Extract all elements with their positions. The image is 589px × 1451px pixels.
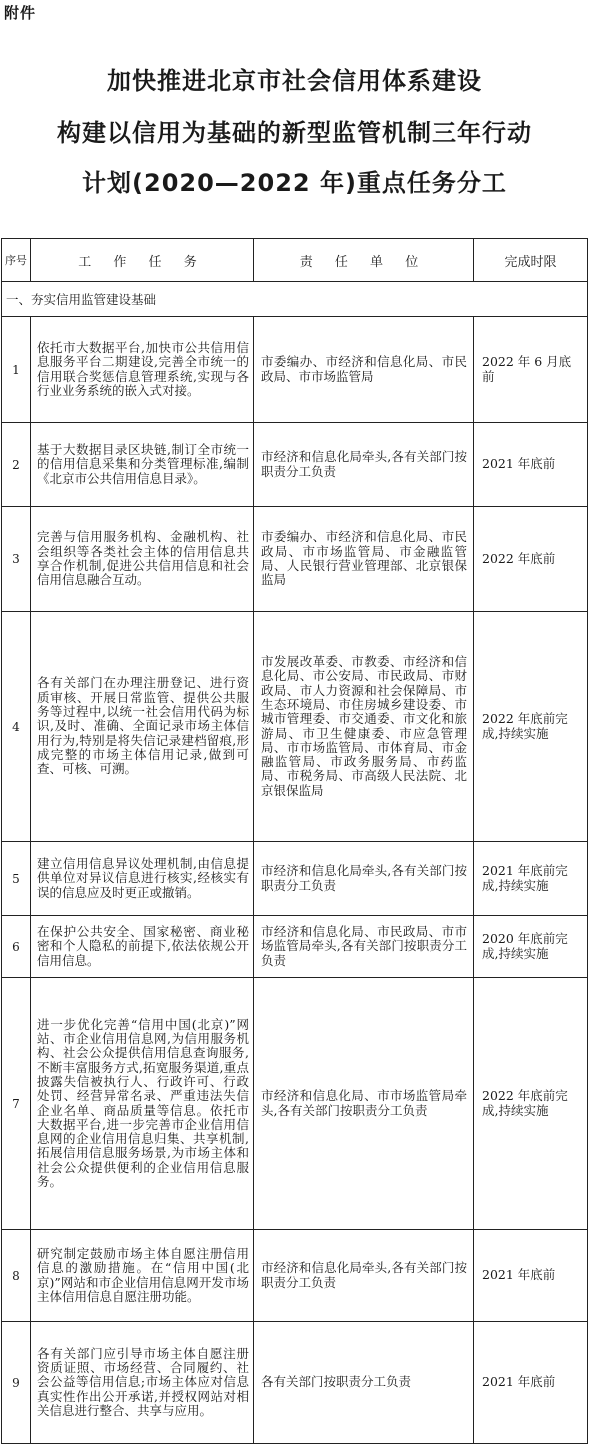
row-deadline: 2021 年底前完成,持续实施 [474,842,588,916]
row-no: 2 [2,423,31,507]
row-unit: 市经济和信息化局牵头,各有关部门按职责分工负责 [254,842,474,916]
table-row [2,423,588,507]
row-no: 8 [2,1230,31,1322]
table-row [2,612,588,842]
row-task: 各有关部门应引导市场主体自愿注册资质证照、市场经营、合同履约、社会公益等信用信息;市场主体应对信息真实性作出公开承诺,并授权网站对相关信息进行整合、共享与应用。 [31,1322,254,1444]
row-task: 建立信用信息异议处理机制,由信息提供单位对异议信息进行核实,经核实有误的信息应及时更正或撤销。 [31,842,254,916]
row-no: 9 [2,1322,31,1444]
table-row [2,317,588,423]
doc-title-line-3: 计划(2020—2022 年)重点任务分工 [82,169,507,197]
row-no: 4 [2,612,31,842]
row-task: 依托市大数据平台,加快市公共信用信息服务平台二期建设,完善全市统一的信用联合奖惩信息管理系统,实现与各行业业务系统的嵌入式对接。 [31,317,254,423]
table-row [2,916,588,978]
header-task: 工 作 任 务 [31,239,254,282]
doc-title-line-2: 构建以信用为基础的新型监管机制三年行动 [57,119,532,147]
table-row [2,978,588,1230]
row-unit: 市经济和信息化局牵头,各有关部门按职责分工负责 [254,1230,474,1322]
row-deadline: 2022 年底前完成,持续实施 [474,978,588,1230]
row-task: 各有关部门在办理注册登记、进行资质审核、开展日常监管、提供公共服务等过程中,以统一社会信用代码为标识,及时、准确、全面记录市场主体信用行为,特别是将失信记录建档留痕,形成完整的市场主体信用记录,做到可查、可核、可溯。 [31,612,254,842]
row-no: 7 [2,978,31,1230]
attachment-label: 附件 [4,4,37,22]
row-no: 1 [2,317,31,423]
table-header-row [2,239,588,282]
header-deadline: 完成时限 [474,239,588,282]
header-no: 序号 [2,239,31,282]
table-row [2,842,588,916]
row-task: 基于大数据目录区块链,制订全市统一的信用信息采集和分类管理标准,编制《北京市公共信用信息目录》。 [31,423,254,507]
row-unit: 市委编办、市经济和信息化局、市民政局、市市场监管局 [254,317,474,423]
row-task: 进一步优化完善“信用中国(北京)”网站、市企业信用信息网,为信用服务机构、社会公众提供信用信息查询服务,不断丰富服务方式,拓宽服务渠道,重点披露失信被执行人、行政许可、行政处罚、经营异常名录、严重违法失信企业名单、商品质量等信息。依托市大数据平台,进一步完善市企业信用信息网的企业信用信息归集、共享机制,拓展信用信息服务场景,为市场主体和社会公众提供便利的企业信用信息服务。 [31,978,254,1230]
header-unit: 责 任 单 位 [254,239,474,282]
row-unit: 各有关部门按职责分工负责 [254,1322,474,1444]
row-no: 3 [2,507,31,612]
section-title: 一、夯实信用监管建设基础 [2,282,588,317]
doc-title-line-1: 加快推进北京市社会信用体系建设 [107,67,482,95]
row-deadline: 2022 年 6 月底前 [474,317,588,423]
row-deadline: 2021 年底前 [474,1230,588,1322]
row-task: 研究制定鼓励市场主体自愿注册信用信息的激励措施。在“信用中国(北京)”网站和市企业信用信息网开发市场主体信用信息自愿注册功能。 [31,1230,254,1322]
row-task: 完善与信用服务机构、金融机构、社会组织等各类社会主体的信用信息共享合作机制,促进公共信用信息和社会信用信息融合互动。 [31,507,254,612]
row-unit: 市发展改革委、市教委、市经济和信息化局、市公安局、市民政局、市财政局、市人力资源和社会保障局、市生态环境局、市住房城乡建设委、市城市管理委、市交通委、市文化和旅游局、市卫生健康委、市应急管理局、市市场监管局、市体育局、市金融监管局、市政务服务局、市药监局、市税务局、市高级人民法院、北京银保监局 [254,612,474,842]
row-task: 在保护公共安全、国家秘密、商业秘密和个人隐私的前提下,依法依规公开信用信息。 [31,916,254,978]
task-table [1,238,588,1444]
row-no: 5 [2,842,31,916]
row-no: 6 [2,916,31,978]
table-row [2,507,588,612]
row-unit: 市经济和信息化局、市市场监管局牵头,各有关部门按职责分工负责 [254,978,474,1230]
table-row [2,1322,588,1444]
table-row [2,1230,588,1322]
row-deadline: 2022 年底前 [474,507,588,612]
row-unit: 市委编办、市经济和信息化局、市民政局、市市场监管局、市金融监管局、人民银行营业管理部、北京银保监局 [254,507,474,612]
row-deadline: 2021 年底前 [474,423,588,507]
row-unit: 市经济和信息化局、市民政局、市市场监管局牵头,各有关部门按职责分工负责 [254,916,474,978]
row-deadline: 2021 年底前 [474,1322,588,1444]
row-deadline: 2022 年底前完成,持续实施 [474,612,588,842]
row-deadline: 2020 年底前完成,持续实施 [474,916,588,978]
section-row [2,282,588,317]
row-unit: 市经济和信息化局牵头,各有关部门按职责分工负责 [254,423,474,507]
